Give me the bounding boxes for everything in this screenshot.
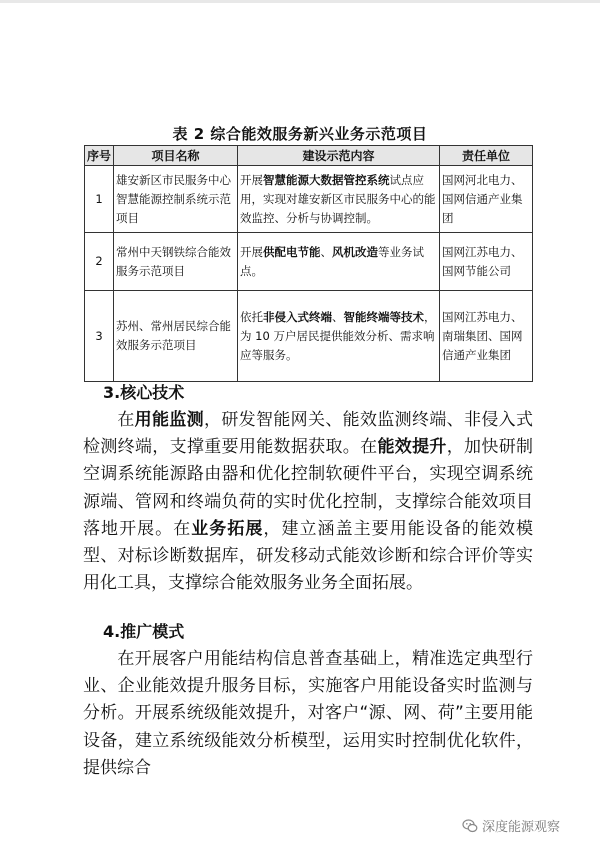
paragraph-promotion: [83, 646, 533, 782]
content-highlight: 智慧能源大数据管控系统: [263, 172, 390, 187]
cell-content: [238, 166, 440, 233]
content-text: 开展: [240, 172, 263, 187]
content-text: 、: [332, 309, 344, 324]
keyword-energy-monitoring: 用能监测: [134, 410, 205, 430]
table-row: [85, 233, 533, 291]
section-heading-promotion: 4.推广模式: [103, 622, 185, 641]
content-text: 依托: [240, 309, 263, 324]
paragraph-text: 在: [117, 410, 135, 430]
cell-name: 苏州、常州居民综合能效服务示范项目: [114, 291, 238, 382]
wechat-icon: [462, 818, 478, 834]
content-text: 等业务试点。: [240, 244, 424, 278]
demo-projects-table: [84, 145, 533, 382]
cell-content: [238, 291, 440, 382]
table-row: [85, 166, 533, 233]
section-heading-core-tech: 3.核心技术: [103, 383, 185, 402]
paragraph-text: ，研发智能网关、能效监测终端、非侵入式检测终端，支撑重要用能数据获取。在: [83, 410, 534, 458]
content-text: ，为 10 万户居民提供能效分析、需求响应等服务。: [240, 309, 436, 362]
cell-content: [238, 233, 440, 291]
cell-no: 3: [85, 291, 114, 382]
paragraph-text: ，加快研制空调系统能源路由器和优化控制软硬件平台，实现空调系统源端、管网和终端负荷的实时优化控制，支撑综合能效项目落地开展。在: [83, 437, 534, 539]
cell-unit: 国网江苏电力、南瑞集团、国网信通产业集团: [440, 291, 533, 382]
table-caption: 表 2 综合能效服务新兴业务示范项目: [172, 125, 428, 143]
page-top-border: [0, 0, 600, 3]
cell-unit: 国网河北电力、国网信通产业集团: [440, 166, 533, 233]
content-text: 开展: [240, 244, 263, 259]
content-highlight: 风机改造: [332, 244, 378, 259]
content-text: 试点应用，实现对雄安新区市民服务中心的能效监控、分析与协调控制。: [240, 172, 436, 225]
paragraph-text: 在开展客户用能结构信息普查基础上，精准选定典型行业、企业能效提升服务目标，实施客户用能设备实时监测与分析。开展系统级能效提升，对客户“源、网、荷”主要用能设备，建立系统级能效分析模型，运用实时控制优化软件，提供综合: [83, 649, 533, 778]
keyword-efficiency-improvement: 能效提升: [377, 437, 447, 458]
content-highlight: 非侵入式终端: [263, 309, 332, 324]
cell-no: 1: [85, 166, 114, 233]
watermark-text: 深度能源观察: [482, 820, 561, 835]
cell-unit: 国网江苏电力、国网节能公司: [440, 233, 533, 291]
keyword-business-expansion: 业务拓展: [191, 518, 264, 539]
cell-name: 常州中天钢铁综合能效服务示范项目: [114, 233, 238, 291]
table-row: [85, 291, 533, 382]
paragraph-text: ，建立涵盖主要用能设备的能效模型、对标诊断数据库，研发移动式能效诊断和综合评价等实用化工具，支撑综合能效服务业务全面拓展。: [83, 518, 534, 594]
cell-no: 2: [85, 233, 114, 291]
paragraph-core-tech: [83, 407, 533, 597]
cell-name: 雄安新区市民服务中心智慧能源控制系统示范项目: [114, 166, 238, 233]
watermark: [462, 816, 560, 835]
header-unit: 责任单位: [440, 146, 533, 166]
table-header-row: [85, 146, 533, 166]
header-name: 项目名称: [114, 146, 238, 166]
header-no: 序号: [85, 146, 114, 166]
content-highlight: 供配电节能: [263, 244, 321, 259]
header-content: 建设示范内容: [238, 146, 440, 166]
content-text: 、: [320, 244, 332, 259]
content-highlight: 智能终端等技术: [343, 309, 424, 324]
